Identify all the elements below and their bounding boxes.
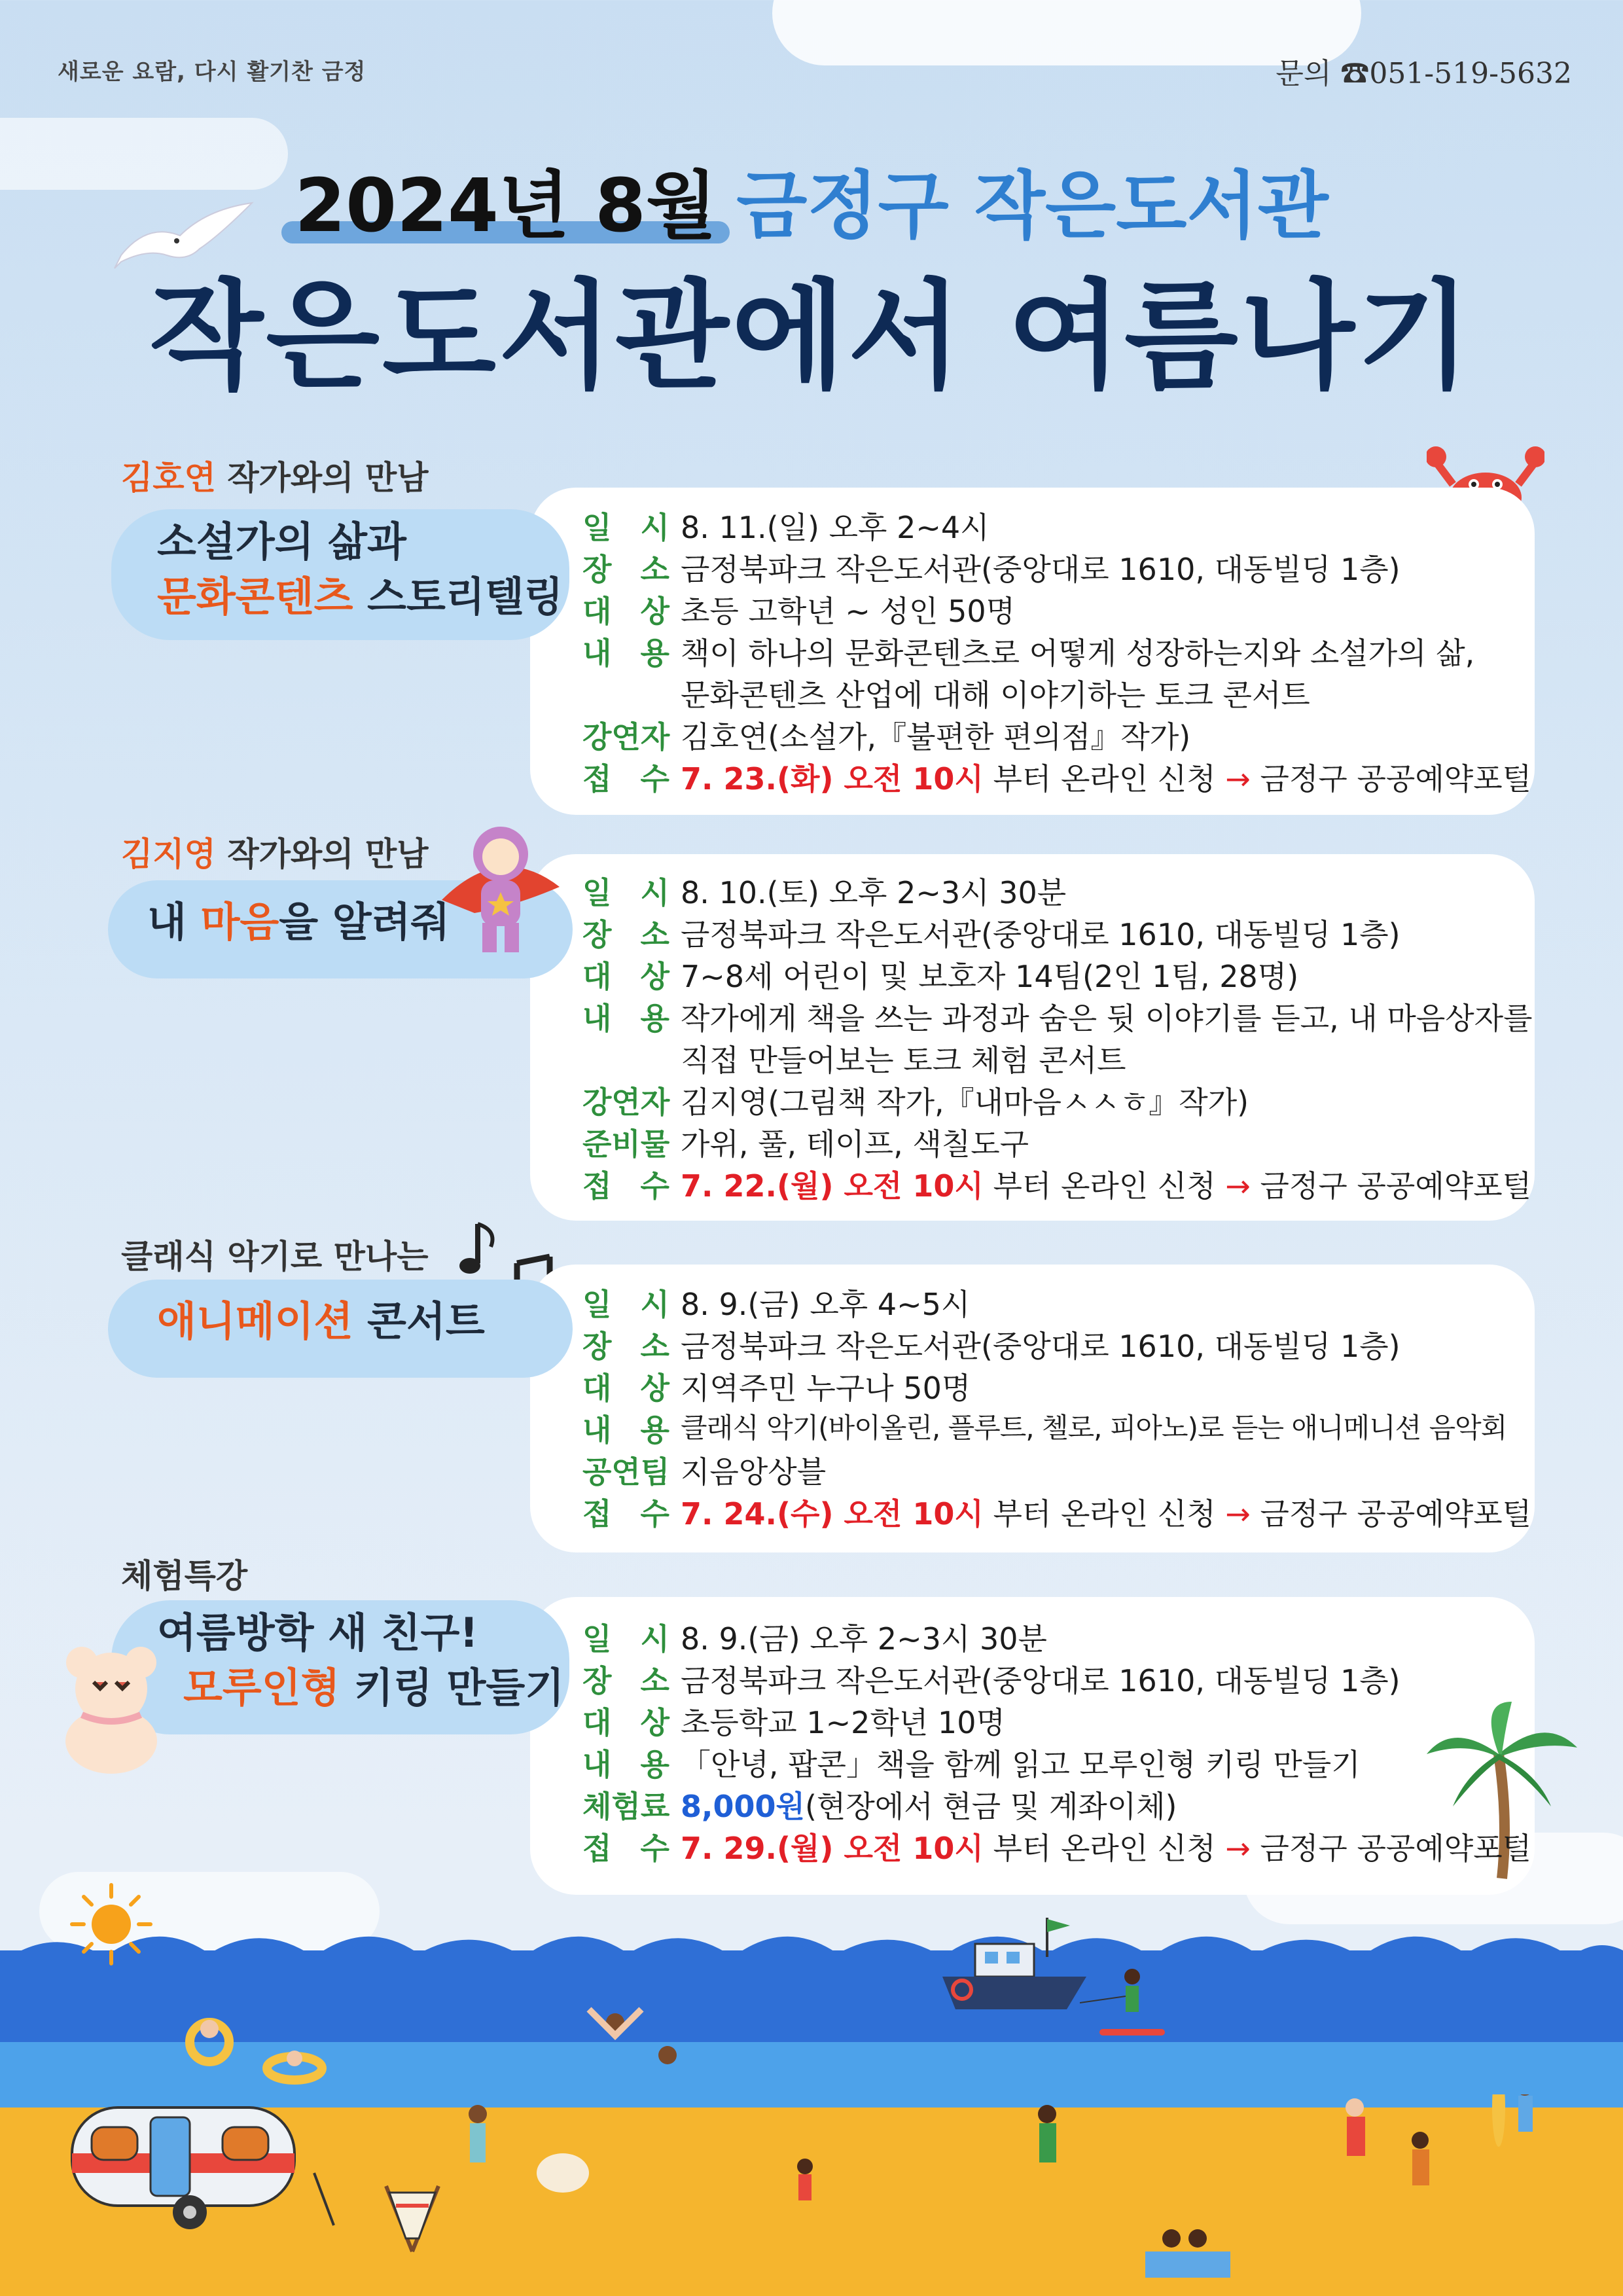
wave-crest xyxy=(0,1918,1623,1983)
year-month: 2024년 8월 xyxy=(294,164,717,249)
program-4-subtitle: 체험특강 xyxy=(121,1557,248,1595)
program-4-details: 일 시 8. 9.(금) 오후 2~3시 30분 장 소 금정북파크 작은도서관(중앙대로 1610, 대동빌딩 1층) 대 상 초등학교 1~2학년 10명 내 용 「안녕, 팝콘」책을 함께 읽고 모루인형 키링 만들기 체험료 8,000원(현장에서 현금 및 계좌이체) 접 수 7. 29.(월) 오전 10시 부터 온라인 신청 → 금정구 공공예약포털 xyxy=(582,1621,1532,1866)
program-2-title-pill: 내 마음을 알려줘 xyxy=(108,880,573,978)
program-2-subtitle: 김지영 작가와의 만남 xyxy=(121,835,429,873)
inquiry-phone: 문의 ☎051-519-5632 xyxy=(1275,57,1572,90)
cloud xyxy=(772,0,1361,65)
library-name: 금정구 작은도서관 xyxy=(736,164,1329,249)
camper-icon xyxy=(65,2094,340,2232)
program-1-subtitle: 김호연 작가와의 만남 xyxy=(121,459,429,497)
astronaut-icon xyxy=(435,815,566,959)
title-line-1 xyxy=(0,147,1623,253)
water-skier-illustration xyxy=(1080,1957,1185,2049)
sun-icon xyxy=(65,1878,157,1970)
swimmers-illustration xyxy=(170,1990,759,2108)
program-3-title-pill: 애니메이션 콘서트 xyxy=(108,1280,573,1378)
program-3-details: 일 시 8. 9.(금) 오후 4~5시 장 소 금정북파크 작은도서관(중앙대로 1610, 대동빌딩 1층) 대 상 지역주민 누구나 50명 내 용 클래식 악기(바이올린, 플루트, 첼로, 피아노)로 듣는 애니메니션 음악회 공연팀 지음앙상블 접 수 7. 24.(수) 오전 10시 부터 온라인 신청 → 금정구 공공예약포털 xyxy=(582,1287,1532,1532)
program-2-details: 일 시 8. 10.(토) 오후 2~3시 30분 장 소 금정북파크 작은도서관(중앙대로 1610, 대동빌딩 1층) 대 상 7~8세 어린이 및 보호자 14팀(2인 1팀, 28명) 내 용 작가에게 책을 쓰는 과정과 숨은 뒷 이야기를 듣고, 내 마음상자를 직접 만들어보는 토크 체험 콘서트 강연자 김지영(그림책 작가,『내마음ㅅㅅㅎ』작가) 준비물 가위, 풀, 테이프, 색칠도구 접 수 7. 22.(월) 오전 10시 부터 온라인 신청 → 금정구 공공예약포털 xyxy=(582,875,1533,1204)
program-4-title-pill: 여름방학 새 친구! 모루인형 키링 만들기 xyxy=(111,1600,569,1734)
bear-doll-icon xyxy=(56,1643,167,1774)
beach-people-illustration xyxy=(452,2094,1564,2291)
program-1-details: 일 시 8. 11.(일) 오후 2~4시 장 소 금정북파크 작은도서관(중앙대로 1610, 대동빌딩 1층) 대 상 초등 고학년 ~ 성인 50명 내 용 책이 하나의 문화콘텐츠로 어떻게 성장하는지와 소설가의 삶, 문화콘텐츠 산업에 대해 이야기하는 토크 콘서트 강연자 김호연(소설가,『불편한 편의점』작가) 접 수 7. 23.(화) 오전 10시 부터 온라인 신청 → 금정구 공공예약포털 xyxy=(582,510,1532,797)
main-title: 작은도서관에서 여름나기 xyxy=(149,268,1474,405)
beach-chair-icon xyxy=(373,2179,452,2271)
program-3-subtitle: 클래식 악기로 만나는 xyxy=(121,1238,429,1276)
boat-icon xyxy=(929,1911,1099,2022)
district-logo: 새로운 요람, 다시 활기찬 금정 xyxy=(58,59,366,85)
program-1-title-pill: 소설가의 삶과 문화콘텐츠 스토리텔링 xyxy=(111,509,569,640)
